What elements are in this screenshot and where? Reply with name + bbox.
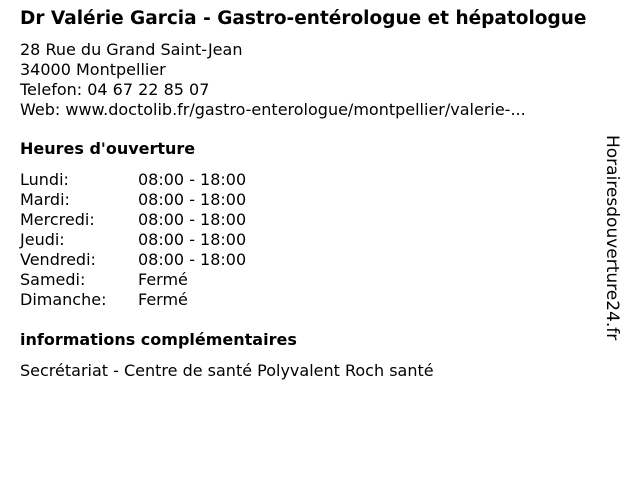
day-label: Jeudi: [20,230,65,249]
website-line: Web: www.doctolib.fr/gastro-enterologue/montpellier/valerie-... [20,100,526,119]
time-value: 08:00 - 18:00 [138,170,247,189]
time-value: 08:00 - 18:00 [138,190,247,209]
day-label: Vendredi: [20,250,96,269]
time-value: 08:00 - 18:00 [138,250,247,269]
address-city: 34000 Montpellier [20,60,166,79]
opening-hours-table [20,170,600,310]
day-label: Mercredi: [20,210,95,229]
hours-row-dimanche [20,290,600,310]
hours-row-lundi [20,170,600,190]
contact-block [20,40,600,120]
additional-info-heading: informations complémentaires [20,330,297,349]
business-card [20,8,600,381]
hours-row-samedi [20,270,600,290]
day-label: Samedi: [20,270,86,289]
day-label: Dimanche: [20,290,107,309]
business-title: Dr Valérie Garcia - Gastro-entérologue et hépatologue [20,8,587,29]
time-value: 08:00 - 18:00 [138,210,247,229]
brand-watermark: Horairesdouverture24.fr [602,135,622,341]
day-label: Mardi: [20,190,70,209]
day-label: Lundi: [20,170,69,189]
time-value: 08:00 - 18:00 [138,230,247,249]
address-street: 28 Rue du Grand Saint-Jean [20,40,243,59]
additional-info-text: Secrétariat - Centre de santé Polyvalent Roch santé [20,361,434,380]
hours-row-mercredi [20,210,600,230]
hours-row-jeudi [20,230,600,250]
phone-line: Telefon: 04 67 22 85 07 [20,80,210,99]
hours-row-mardi [20,190,600,210]
opening-hours-heading: Heures d'ouverture [20,139,196,158]
time-value: Fermé [138,270,188,289]
time-value: Fermé [138,290,188,309]
hours-row-vendredi [20,250,600,270]
